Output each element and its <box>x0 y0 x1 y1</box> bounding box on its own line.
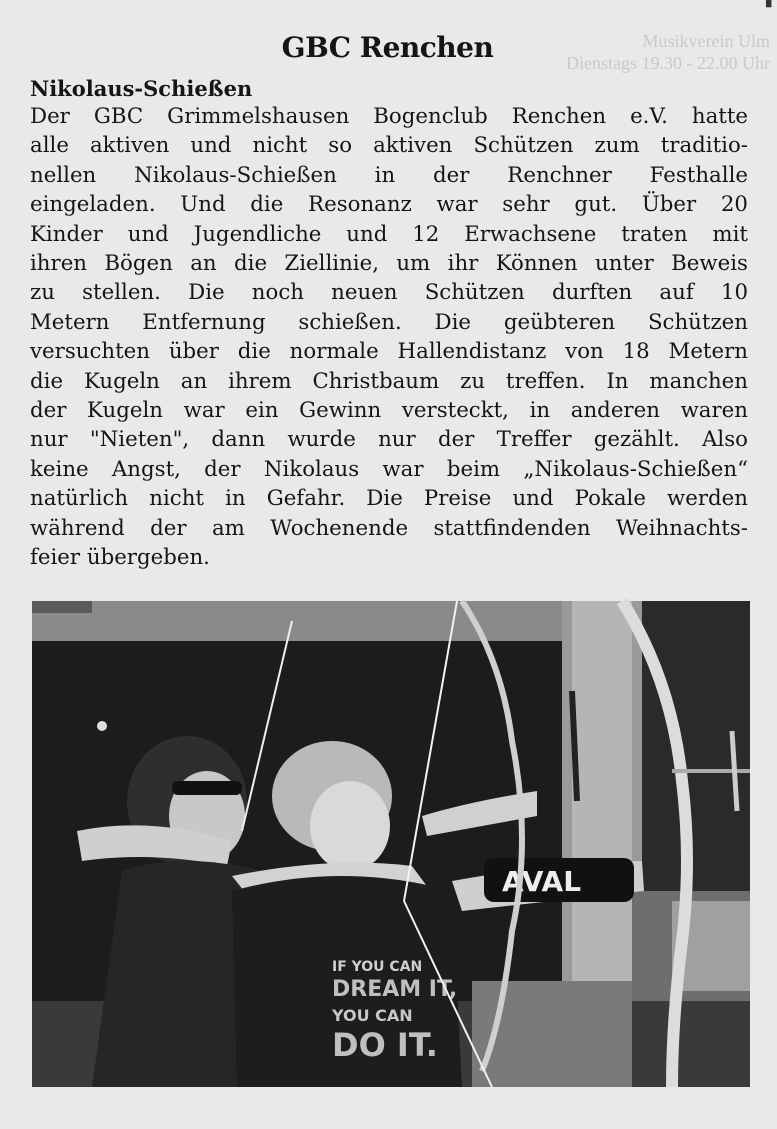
armguard-text: AVAL <box>502 865 582 898</box>
article-body <box>30 102 748 573</box>
body-line: der Kugeln war ein Gewinn versteckt, in anderen waren <box>30 398 748 424</box>
body-line: während der am Wochenende stattfindenden Weihnachts- <box>30 515 748 541</box>
bleed-line: Dienstags 19.30 - 22.00 Uhr <box>566 53 770 73</box>
body-line: Der GBC Grimmelshausen Bogenclub Renchen e.V. hatte <box>30 104 748 129</box>
body-line: zu stellen. Die noch neuen Schützen durften auf 10 <box>30 280 748 306</box>
shirt-text-line: YOU CAN <box>332 1006 413 1025</box>
body-line: nur "Nieten", dann wurde nur der Treffer gezählt. Also <box>30 427 748 453</box>
archery-photo <box>32 601 750 1087</box>
body-line: feier übergeben. <box>30 545 210 571</box>
shirt-text-line: DO IT. <box>332 1026 438 1064</box>
body-line: natürlich nicht in Gefahr. Die Preise und Pokale werden <box>30 486 748 512</box>
body-line: Metern Entfernung schießen. Die geübteren Schützen <box>30 309 748 335</box>
article-headline: GBC Renchen <box>281 31 494 64</box>
shirt-text-line: IF YOU CAN <box>332 959 423 975</box>
article-subhead: Nikolaus-Schießen <box>30 76 253 101</box>
body-line: eingeladen. Und die Resonanz war sehr gut. Über 20 <box>30 192 748 218</box>
body-line: versuchten über die normale Hallendistanz von 18 Metern <box>30 339 748 365</box>
archery-photo-drawing <box>32 601 750 1087</box>
body-line: Kinder und Jugendliche und 12 Erwachsene traten mit <box>30 221 748 247</box>
bleed-line: Musikverein Ulm <box>642 31 770 51</box>
shirt-text-line: DREAM IT, <box>332 977 458 1002</box>
body-line: ihren Bögen an die Ziellinie, um ihr Können unter Beweis <box>30 251 748 277</box>
body-line: keine Angst, der Nikolaus war beim „Nikolaus-Schießen“ <box>30 456 748 482</box>
body-line: alle aktiven und nicht so aktiven Schützen zum traditio- <box>30 133 748 159</box>
corner-mark: ▘ <box>766 0 777 16</box>
body-line: die Kugeln an ihrem Christbaum zu treffen. In manchen <box>30 368 748 394</box>
body-line: nellen Nikolaus-Schießen in der Renchner Festhalle <box>30 162 748 188</box>
